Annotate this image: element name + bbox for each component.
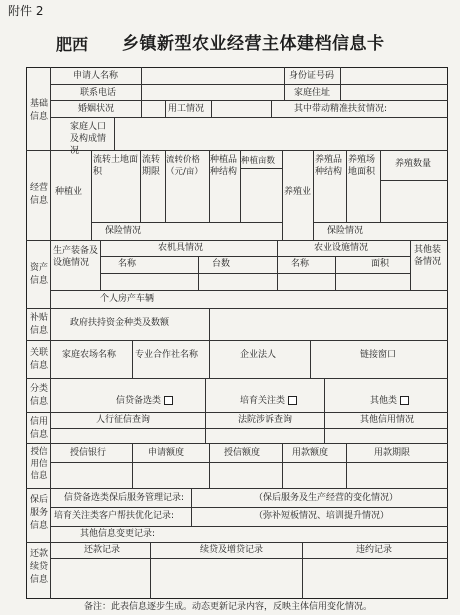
chain-label: 链接窗口 — [360, 350, 397, 360]
address-label: 家庭住址 — [294, 88, 331, 98]
category-other: 其他类 — [370, 396, 409, 406]
planting-label: 种植业 — [55, 187, 83, 197]
applicant-name-label: 申请人名称 — [73, 71, 119, 81]
breed-area-label: 养殖场地面积 — [348, 155, 376, 177]
facility-area-header: 面积 — [371, 259, 390, 269]
section-assets: 资产信息 — [29, 263, 48, 286]
loan-amount-label: 用款额度 — [292, 448, 329, 458]
court-check-label: 法院涉诉查询 — [238, 415, 293, 425]
city-name: 肥西 — [56, 35, 89, 54]
cooperative-label: 专业合作社名称 — [135, 350, 199, 360]
renew-label: 续贷及增贷记录 — [200, 545, 264, 555]
section-operation: 经营信息 — [29, 183, 48, 206]
employment-label: 用工情况 — [168, 104, 205, 114]
property-label: 个人房产车辆 — [100, 294, 155, 304]
reserve-checkbox[interactable] — [164, 396, 173, 405]
post-loan-record1-note: （保后服务及生产经营的变化情况） — [254, 493, 399, 503]
machinery-label: 农机具情况 — [158, 243, 204, 253]
legal-person-label: 企业法人 — [240, 350, 277, 360]
insurance2-label: 保险情况 — [327, 226, 364, 236]
transfer-area-label: 流转土地面积 — [93, 155, 139, 177]
transfer-price-label: 流转价格（元/亩） — [166, 155, 203, 177]
post-loan-record3: 其他信息变更记录: — [80, 529, 156, 539]
section-category: 分类信息 — [29, 384, 48, 407]
facility-name-header: 名称 — [291, 259, 310, 269]
cultivate-checkbox[interactable] — [288, 396, 297, 405]
other-equipment-label: 其他装备情况 — [414, 245, 442, 267]
poverty-label: 其中带动精准扶贫情况: — [294, 104, 388, 114]
post-loan-record2: 培育关注类客户帮扶优化记录: — [54, 511, 175, 521]
grant-amount-label: 授信额度 — [224, 448, 261, 458]
post-loan-record1: 信贷备选类保后服务管理记录: — [64, 493, 185, 503]
family-label: 家庭人口及构成情况 — [70, 122, 107, 156]
section-subsidy: 补贴信息 — [29, 313, 48, 336]
footer-note: 备注：此表信息逐步生成。动态更新记录内容，反映主体信用变化情况。 — [84, 602, 373, 612]
repay-label: 还款记录 — [84, 545, 121, 555]
section-credit-grant: 授信用信信息 — [30, 447, 48, 481]
support-funds-label: 政府扶持资金种类及数额 — [70, 318, 170, 328]
breed-structure-label: 养殖品种结构 — [315, 155, 343, 177]
insurance-label: 保险情况 — [105, 226, 142, 236]
loan-term-label: 用款期限 — [374, 448, 411, 458]
section-basic: 基础信息 — [29, 99, 48, 122]
section-post-loan: 保后服务信息 — [29, 495, 48, 531]
apply-amount-label: 申请额度 — [148, 448, 185, 458]
machinery-count-header: 台数 — [212, 259, 231, 269]
family-farm-label: 家庭农场名称 — [62, 350, 117, 360]
production-equipment-label: 生产装备及设施情况 — [53, 246, 99, 268]
facilities-label: 农业设施情况 — [314, 243, 369, 253]
breed-count-label: 养殖数量 — [395, 159, 432, 169]
machinery-name-header: 名称 — [118, 259, 137, 269]
section-related: 关联信息 — [29, 348, 48, 371]
transfer-term-label: 流转期限 — [142, 155, 161, 177]
marital-label: 婚姻状况 — [78, 104, 115, 114]
grant-bank-label: 授信银行 — [70, 448, 107, 458]
attachment-label: 附件 2 — [8, 4, 44, 18]
breeding-label: 养殖业 — [284, 187, 312, 197]
other-checkbox[interactable] — [400, 396, 409, 405]
id-number-label: 身份证号码 — [289, 71, 335, 81]
phone-label: 联系电话 — [80, 88, 117, 98]
section-credit: 信用信息 — [29, 417, 48, 440]
section-repayment: 还款续贷信息 — [29, 549, 48, 585]
other-credit-label: 其他信用情况 — [360, 415, 415, 425]
category-reserve: 信贷备选类 — [116, 396, 173, 406]
post-loan-record2-note: （弥补短板情况、培训提升情况） — [254, 511, 390, 521]
crop-structure-label: 种植品种结构 — [210, 155, 238, 177]
category-cultivate: 培育关注类 — [240, 396, 297, 406]
planting-acres-label: 种植亩数 — [241, 156, 276, 166]
page-title: 乡镇新型农业经营主体建档信息卡 — [122, 34, 385, 54]
default-label: 违约记录 — [356, 545, 393, 555]
credit-report-label: 人行征信查询 — [96, 415, 151, 425]
